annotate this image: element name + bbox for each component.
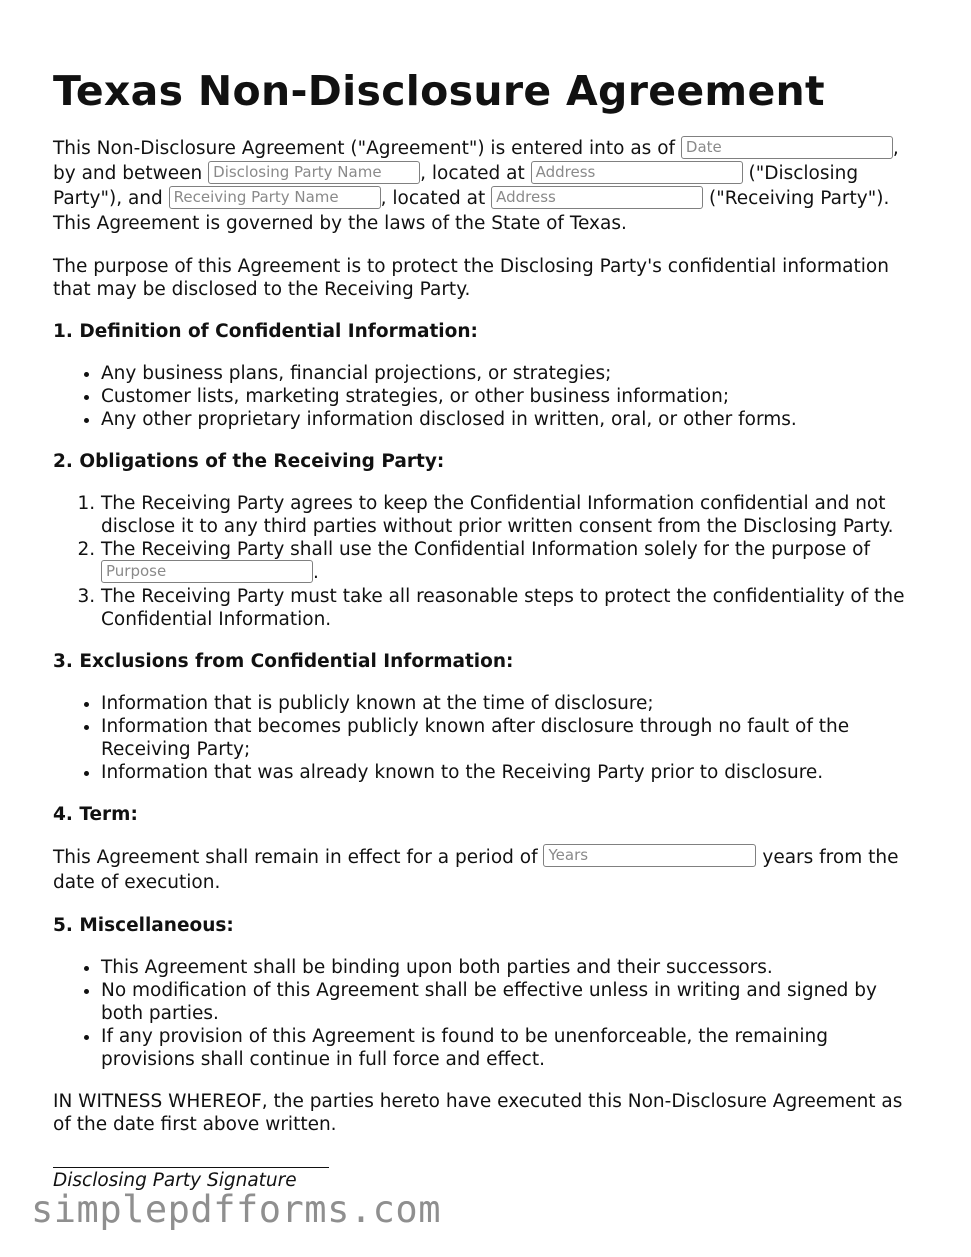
section-5-heading: 5. Miscellaneous: — [53, 914, 234, 936]
list-item: 3. The Receiving Party must take all reasonable steps to protect the confidentiality of the Confidential Information. — [101, 585, 923, 631]
intro-text: , by and between — [53, 138, 899, 184]
section-1-list — [53, 362, 923, 431]
disclosing-party-address-field[interactable]: Address — [531, 161, 743, 184]
intro-text: ("Receiving Party"). This Agreement is governed by the laws of the State of Texas. — [53, 188, 890, 234]
list-item: • Any business plans, financial projections, or strategies; — [101, 362, 923, 385]
witness-paragraph: IN WITNESS WHEREOF, the parties hereto have executed this Non-Disclosure Agreement as of the date first above written. — [53, 1090, 903, 1135]
purpose-paragraph: The purpose of this Agreement is to protect the Disclosing Party's confidential information that may be disclosed to the Receiving Party. — [53, 256, 889, 300]
list-item: • This Agreement shall be binding upon both parties and their successors. — [101, 956, 923, 979]
section-3-heading: 3. Exclusions from Confidential Information: — [53, 650, 514, 672]
list-item: • Information that was already known to the Receiving Party prior to disclosure. — [101, 761, 923, 784]
disclosing-party-name-field[interactable]: Disclosing Party Name — [208, 161, 420, 184]
section-3-list — [53, 692, 923, 784]
term-paragraph — [53, 845, 923, 895]
intro-text: This Non-Disclosure Agreement ("Agreement") is entered into as of — [53, 138, 681, 159]
list-item: 1. The Receiving Party agrees to keep the Confidential Information confidential and not disclose it to any third parties without prior written consent from the Disclosing Party. — [101, 492, 923, 538]
date-field[interactable]: Date — [681, 136, 893, 159]
list-item: • If any provision of this Agreement is found to be unenforceable, the remaining provisions shall continue in full force and effect. — [101, 1025, 923, 1071]
term-text: This Agreement shall remain in effect for a period of — [53, 846, 544, 868]
list-item: • Any other proprietary information disclosed in written, oral, or other forms. — [101, 408, 923, 431]
watermark: simplepdfforms.com — [31, 1188, 441, 1231]
receiving-party-address-field[interactable]: Address — [491, 186, 703, 209]
term-text: years from the date of execution. — [53, 846, 899, 893]
intro-paragraph — [53, 136, 923, 236]
list-item: • Information that is publicly known at the time of disclosure; — [101, 692, 923, 715]
section-5-list — [53, 956, 923, 1071]
intro-text: ("Disclosing Party"), and — [53, 163, 859, 209]
list-item: • Information that becomes publicly known after disclosure through no fault of the Receiving Party; — [101, 715, 923, 761]
years-field[interactable]: Years — [543, 844, 756, 867]
intro-text: , located at — [420, 163, 531, 184]
list-item: • Customer lists, marketing strategies, or other business information; — [101, 385, 923, 408]
section-2-list — [53, 492, 923, 631]
list-item-text: The Receiving Party shall use the Confidential Information solely for the purpose of — [101, 539, 870, 560]
purpose-field[interactable]: Purpose — [101, 560, 313, 583]
section-2-heading: 2. Obligations of the Receiving Party: — [53, 451, 445, 472]
section-1-heading: 1. Definition of Confidential Information: — [53, 321, 478, 342]
document-page — [53, 66, 923, 1155]
list-item: • No modification of this Agreement shall be effective unless in writing and signed by both parties. — [101, 979, 923, 1025]
receiving-party-name-field[interactable]: Receiving Party Name — [169, 186, 381, 209]
document-title: Texas Non-Disclosure Agreement — [53, 67, 825, 115]
section-4-heading: 4. Term: — [53, 803, 138, 825]
list-item-text: . — [313, 562, 319, 583]
disclosing-party-signature-line[interactable]: Disclosing Party Signature — [53, 1167, 329, 1192]
intro-text: , located at — [380, 188, 492, 209]
list-item — [101, 538, 923, 585]
